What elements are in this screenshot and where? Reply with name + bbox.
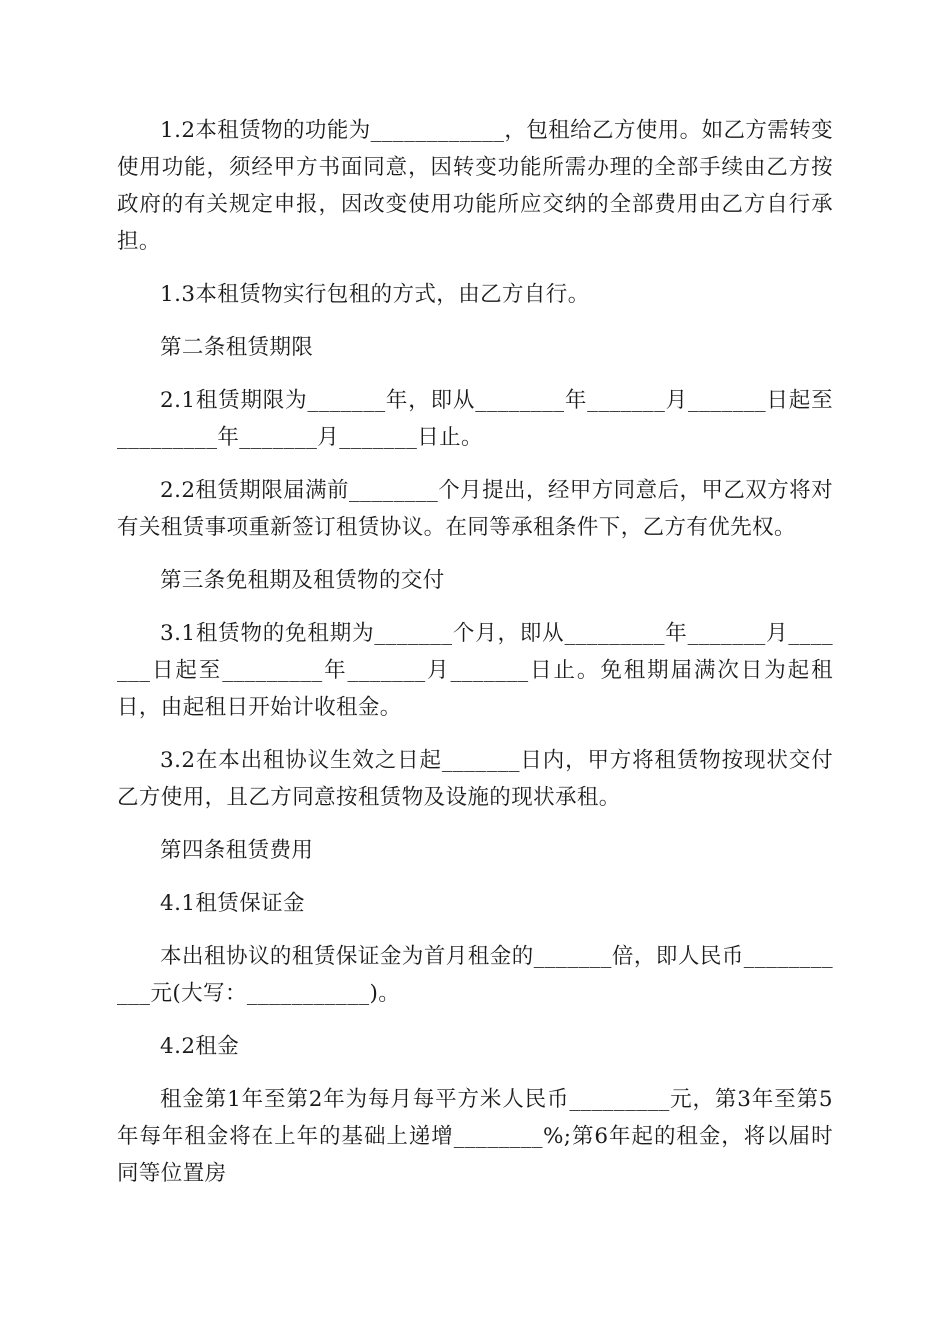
clause-1-3: 1.3本租赁物实行包租的方式，由乙方自行。 — [160, 282, 590, 307]
clause-3-1: 3.1租赁物的免租期为_______个月，即从_________年_______月_______日起至_________年_______月_______日止。免租期届满次日为起租日，由起租日开始计收租金。 — [117, 621, 833, 720]
clause-3-2: 3.2在本出租协议生效之日起_______日内，甲方将租赁物按现状交付乙方使用，且乙方同意按租赁物及设施的现状承租。 — [117, 748, 833, 810]
clause-4-2-heading: 4.2租金 — [160, 1034, 240, 1059]
article-4-heading: 第四条租赁费用 — [160, 838, 314, 863]
document-body — [117, 112, 833, 1208]
rent-paragraph: 租金第1年至第2年为每月每平方米人民币_________元，第3年至第5年每年租金将在上年的基础上递增________%;第6年起的租金，将以届时同等位置房 — [117, 1087, 833, 1186]
article-2-heading: 第二条租赁期限 — [160, 335, 314, 360]
deposit-paragraph: 本出租协议的租赁保证金为首月租金的_______倍，即人民币___________元(大写：___________)。 — [117, 944, 833, 1006]
clause-4-1-heading: 4.1租赁保证金 — [160, 891, 305, 916]
clause-1-2: 1.2本租赁物的功能为____________，包租给乙方使用。如乙方需转变使用功能，须经甲方书面同意，因转变功能所需办理的全部手续由乙方按政府的有关规定申报，因改变使用功能所应交纳的全部费用由乙方自行承担。 — [117, 118, 833, 254]
article-3-heading: 第三条免租期及租赁物的交付 — [160, 568, 445, 593]
clause-2-1: 2.1租赁期限为_______年，即从________年_______月_______日起至_________年_______月_______日止。 — [117, 388, 833, 450]
clause-2-2: 2.2租赁期限届满前________个月提出，经甲方同意后，甲乙双方将对有关租赁事项重新签订租赁协议。在同等承租条件下，乙方有优先权。 — [117, 478, 833, 540]
